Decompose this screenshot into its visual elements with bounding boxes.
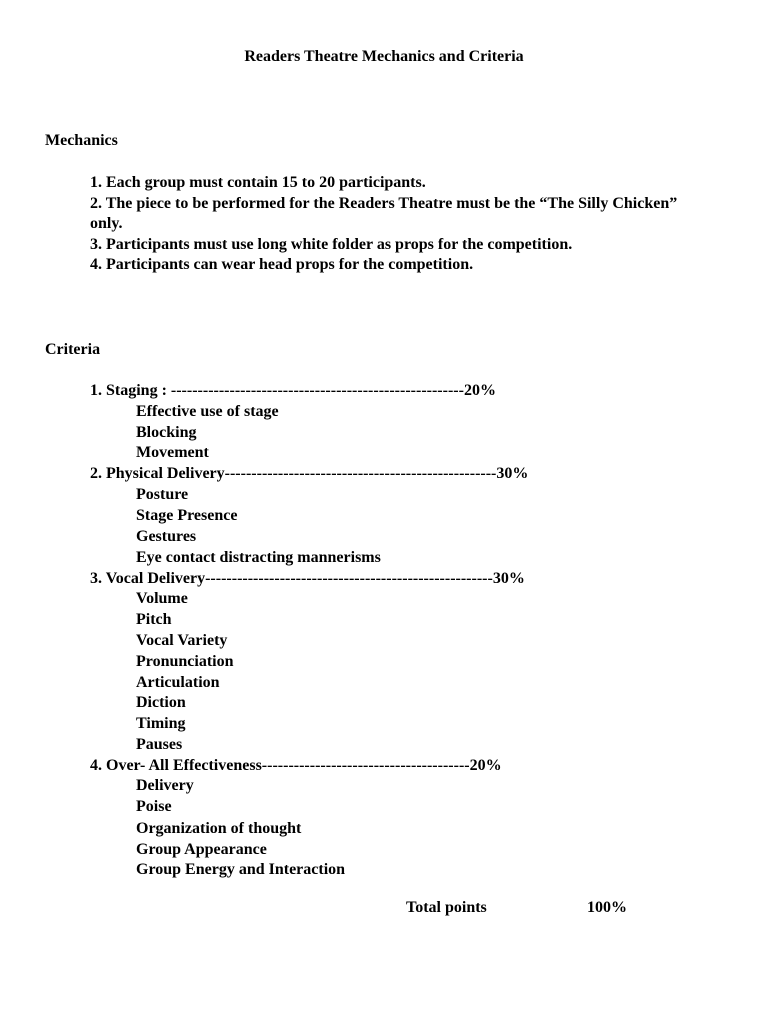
total-points-label: Total points — [406, 899, 487, 916]
criterion-sub-item: Organization of thought — [136, 820, 302, 837]
mechanics-list — [90, 173, 690, 276]
document-title: Readers Theatre Mechanics and Criteria — [244, 48, 524, 65]
criterion-sub-item: Stage Presence — [136, 507, 238, 524]
mechanics-item: 3. Participants must use long white folder as props for the competition. — [90, 235, 573, 253]
mechanics-heading: Mechanics — [45, 132, 118, 149]
criterion-sub-item: Blocking — [136, 424, 197, 441]
criterion-sub-item: Group Energy and Interaction — [136, 861, 346, 878]
criterion-sub-item: Group Appearance — [136, 841, 267, 858]
criterion-overall-effectiveness: 4. Over- All Effectiveness---------------------------------------20% — [90, 757, 502, 774]
criteria-heading: Criteria — [45, 341, 101, 358]
criterion-sub-item: Diction — [136, 694, 186, 711]
total-points-value: 100% — [587, 899, 627, 916]
criterion-sub-item: Gestures — [136, 528, 197, 545]
criterion-sub-item: Timing — [136, 715, 186, 732]
criterion-sub-item: Volume — [136, 590, 188, 607]
criterion-staging: 1. Staging : -------------------------------------------------------20% — [90, 382, 496, 399]
mechanics-item: 4. Participants can wear head props for the competition. — [90, 256, 474, 274]
criterion-sub-item: Poise — [136, 798, 172, 815]
criterion-sub-item: Pitch — [136, 611, 172, 628]
mechanics-item: 1. Each group must contain 15 to 20 participants. — [90, 174, 426, 191]
criterion-sub-item: Eye contact distracting mannerisms — [136, 549, 381, 566]
criterion-sub-item: Effective use of stage — [136, 403, 279, 420]
criterion-vocal-delivery: 3. Vocal Delivery------------------------------------------------------30% — [90, 570, 525, 587]
criterion-sub-item: Pauses — [136, 736, 183, 753]
criterion-sub-item: Pronunciation — [136, 653, 234, 670]
criterion-physical-delivery: 2. Physical Delivery---------------------------------------------------30% — [90, 465, 529, 482]
criterion-sub-item: Articulation — [136, 674, 220, 691]
criterion-sub-item: Posture — [136, 486, 189, 503]
criterion-sub-item: Vocal Variety — [136, 632, 228, 649]
mechanics-item: 2. The piece to be performed for the Readers Theatre must be the “The Silly Chicken” only. — [90, 194, 678, 233]
criterion-sub-item: Delivery — [136, 777, 194, 794]
criterion-sub-item: Movement — [136, 444, 209, 461]
